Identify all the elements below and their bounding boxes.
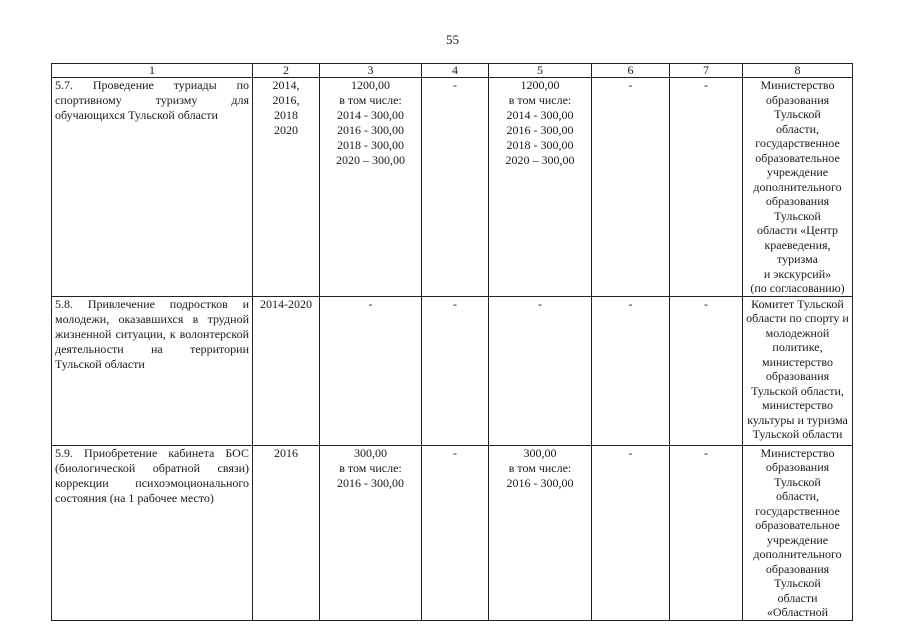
amount-line: 2016 - 300,00: [337, 475, 404, 490]
amount-line: -: [368, 296, 373, 311]
col4-cell: -: [422, 296, 489, 445]
executor-line: области «Областной: [766, 590, 829, 619]
executor-line: Министерство: [760, 78, 835, 92]
executor-cell: [743, 78, 853, 297]
executor-line: образования Тульской: [765, 92, 830, 121]
executor-line: Комитет Тульской: [751, 296, 844, 311]
column-header: 8: [743, 64, 853, 78]
measures-table: [51, 63, 853, 621]
executor-cell: [743, 296, 853, 445]
year-line: 2020: [274, 123, 298, 137]
executor-line: (по согласованию): [750, 281, 845, 295]
executor-line: области,: [775, 121, 820, 136]
executor-line: области по спорту и: [746, 311, 849, 325]
executor-line: образовательное: [755, 518, 840, 532]
col5-cell: [489, 296, 592, 445]
executor-line: области,: [775, 489, 820, 503]
executor-line: образования Тульской: [765, 194, 830, 223]
col4-cell: -: [422, 445, 489, 620]
executor-line: образования Тульской: [765, 561, 830, 590]
amount-line: 2020 – 300,00: [336, 153, 405, 167]
total-cell: [320, 445, 422, 620]
col7-cell: -: [670, 78, 743, 297]
executor-line: Тульской области: [752, 427, 843, 441]
amount-line: 2014 - 300,00: [506, 108, 574, 122]
column-number-row: [52, 64, 853, 78]
executor-line: образовательное: [755, 150, 840, 165]
column-header: 3: [320, 64, 422, 78]
amount-line: 2020 – 300,00: [505, 153, 575, 167]
executor-line: учреждение: [766, 165, 829, 179]
executor-line: образования Тульской: [765, 460, 830, 489]
column-header: 1: [52, 64, 253, 78]
amount-line: в том числе:: [508, 460, 572, 475]
executor-line: дополнительного: [753, 179, 842, 194]
amount-line: 2014 - 300,00: [337, 108, 404, 122]
executor-line: политике,: [772, 340, 823, 354]
executor-line: министерство: [762, 354, 833, 369]
col6-cell: -: [592, 445, 670, 620]
year-line: 2014,: [272, 78, 300, 92]
executor-cell: [743, 445, 853, 620]
executor-line: Тульской области,: [751, 383, 844, 398]
year-line: 2018: [274, 108, 298, 122]
executor-line: учреждение: [766, 532, 829, 547]
executor-line: министерство: [762, 398, 833, 412]
column-header: 4: [422, 64, 489, 78]
amount-line: 2016 - 300,00: [506, 123, 574, 137]
amount-line: в том числе:: [339, 93, 402, 107]
amount-line: -: [538, 296, 542, 311]
executor-line: области «Центр: [757, 223, 838, 237]
executor-line: Министерство: [760, 445, 835, 460]
year-line: 2016,: [272, 93, 300, 107]
years-cell: [253, 78, 320, 297]
page-number: 55: [446, 32, 459, 47]
amount-line: 2016 - 300,00: [506, 475, 574, 490]
year-line: 2016: [274, 445, 298, 460]
column-header: 6: [592, 64, 670, 78]
col4-cell: -: [422, 78, 489, 297]
measure-name: 5.7. Проведение туриады по спортивному туризму для обучающихся Тульской области: [52, 78, 253, 297]
executor-line: молодежной: [765, 325, 830, 340]
amount-line: 300,00: [523, 445, 557, 460]
years-cell: [253, 445, 320, 620]
executor-line: образования: [765, 369, 830, 383]
amount-line: 1200,00: [520, 78, 560, 92]
measure-name: 5.9. Приобретение кабинета БОС (биологической обратной связи) коррекции психоэмоционального состояния (на 1 рабочее место): [52, 445, 253, 620]
col6-cell: -: [592, 78, 670, 297]
column-header: 5: [489, 64, 592, 78]
col5-cell: [489, 445, 592, 620]
table-row: [52, 78, 853, 297]
amount-line: 2016 - 300,00: [337, 123, 404, 137]
col7-cell: -: [670, 296, 743, 445]
col6-cell: -: [592, 296, 670, 445]
amount-line: 1200,00: [351, 78, 390, 92]
col7-cell: -: [670, 445, 743, 620]
measure-name: 5.8. Привлечение подростков и молодежи, оказавшихся в трудной жизненной ситуации, к волонтерской деятельности на территории Тульской области: [52, 296, 253, 445]
table-row: [52, 445, 853, 620]
amount-line: 2018 - 300,00: [337, 138, 404, 152]
amount-line: в том числе:: [339, 460, 402, 475]
amount-line: 2018 - 300,00: [506, 138, 574, 152]
column-header: 2: [253, 64, 320, 78]
total-cell: [320, 78, 422, 297]
executor-line: государственное: [755, 503, 840, 518]
year-line: 2014-2020: [260, 296, 312, 311]
executor-line: краеведения, туризма: [764, 237, 831, 266]
col5-cell: [489, 78, 592, 297]
total-cell: [320, 296, 422, 445]
amount-line: в том числе:: [508, 93, 572, 107]
executor-line: и экскурсий»: [763, 266, 832, 281]
years-cell: [253, 296, 320, 445]
amount-line: 300,00: [354, 445, 387, 460]
executor-line: культуры и туризма: [747, 412, 848, 427]
table-row: [52, 296, 853, 445]
column-header: 7: [670, 64, 743, 78]
executor-line: государственное: [755, 136, 840, 150]
executor-line: дополнительного: [753, 547, 842, 561]
